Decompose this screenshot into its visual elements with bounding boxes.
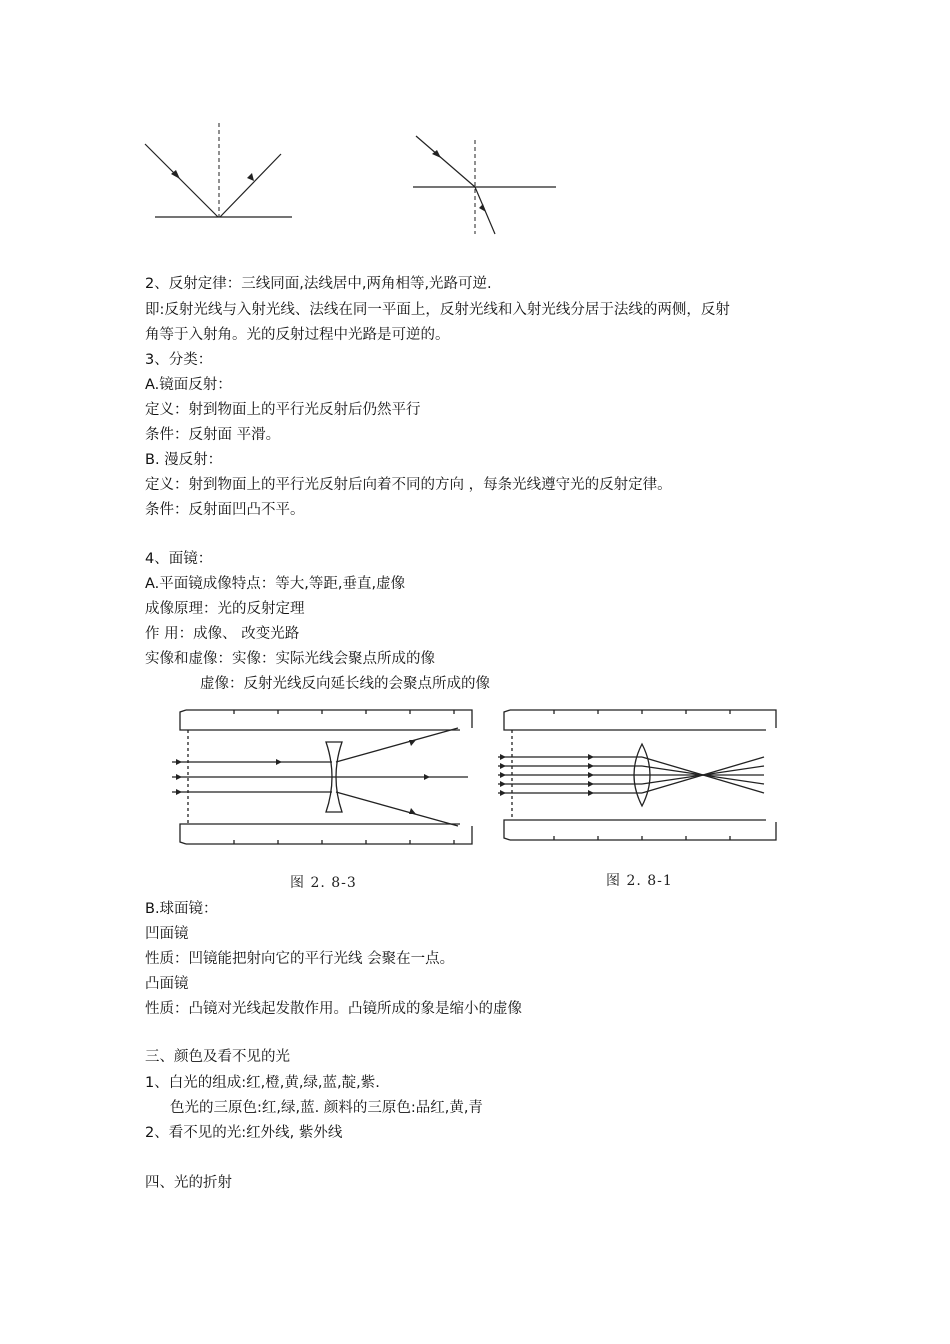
text-line: A.镜面反射： <box>145 377 232 393</box>
section-heading: 三、颜色及看不见的光 <box>145 1049 290 1065</box>
concave-lens-tube-figure <box>168 704 480 850</box>
figure-caption-right: 图 2. 8-1 <box>606 873 673 889</box>
refraction-diagram <box>408 130 560 238</box>
text-line: 定义：射到物面上的平行光反射后向着不同的方向 ，每条光线遵守光的反射定律。 <box>145 477 672 493</box>
text-line: 虚像：反射光线反向延长线的会聚点所成的像 <box>200 676 490 692</box>
text-line: 4、面镜： <box>145 551 213 567</box>
text-line: 性质：凸镜对光线起发散作用。凸镜所成的象是缩小的虚像 <box>145 1001 522 1017</box>
text-line: 条件：反射面凹凸不平。 <box>145 502 305 518</box>
text-line: 1、白光的组成:红,橙,黄,绿,蓝,靛,紫. <box>145 1075 380 1091</box>
section-heading: 四、光的折射 <box>145 1175 232 1191</box>
text-line: 凸面镜 <box>145 976 189 992</box>
figure-caption-left: 图 2. 8-3 <box>290 875 357 891</box>
text-line: 性质：凹镜能把射向它的平行光线 会聚在一点。 <box>145 951 455 967</box>
convex-lens-tube-figure <box>494 706 784 846</box>
text-line: 条件：反射面 平滑。 <box>145 427 281 443</box>
text-line: A.平面镜成像特点：等大,等距,垂直,虚像 <box>145 576 406 592</box>
text-line: 2、反射定律：三线同面,法线居中,两角相等,光路可逆. <box>145 276 492 292</box>
text-line: 2、看不见的光:红外线, 紫外线 <box>145 1125 343 1141</box>
text-line: 定义：射到物面上的平行光反射后仍然平行 <box>145 402 421 418</box>
text-line: 角等于入射角。光的反射过程中光路是可逆的。 <box>145 327 450 343</box>
text-line: 实像和虚像：实像：实际光线会聚点所成的像 <box>145 651 435 667</box>
text-line: 作 用：成像、 改变光路 <box>145 626 300 642</box>
text-line: 凹面镜 <box>145 926 189 942</box>
reflection-diagram <box>140 118 300 226</box>
text-line: 即:反射光线与入射光线、法线在同一平面上，反射光线和入射光线分居于法线的两侧，反射 <box>145 302 730 318</box>
text-line: B.球面镜： <box>145 901 218 917</box>
text-line: 3、分类： <box>145 352 213 368</box>
text-line: B. 漫反射： <box>145 452 223 468</box>
text-line: 色光的三原色:红,绿,蓝. 颜料的三原色:品红,黄,青 <box>170 1100 483 1116</box>
text-line: 成像原理：光的反射定理 <box>145 601 305 617</box>
